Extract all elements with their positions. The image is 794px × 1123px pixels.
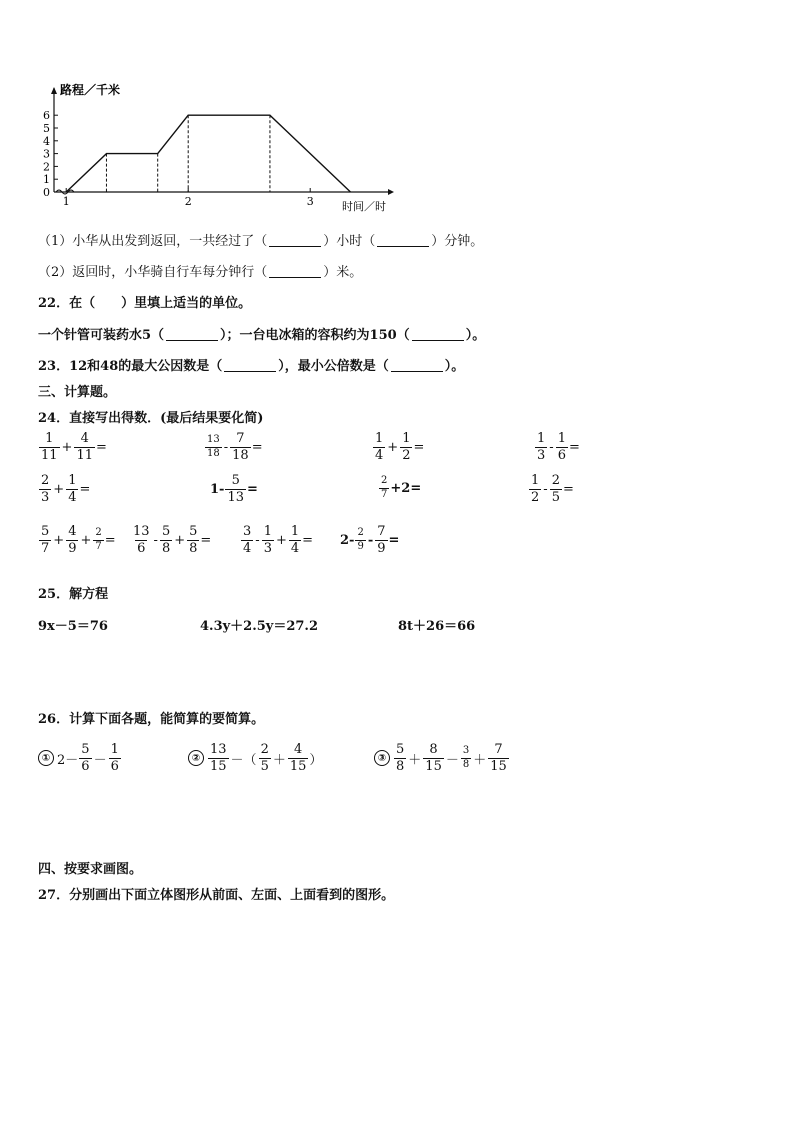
y-tick-label: 1 — [43, 173, 50, 187]
q24-expr-6: 1- $\frac{5}{13}$ = — [210, 473, 258, 505]
q25-equation-a: 9x－5＝76 — [38, 619, 108, 634]
y-tick-label: 2 — [43, 160, 50, 174]
q25-equation-b: 4.3y＋2.5y＝27.2 — [200, 619, 319, 634]
q27-text: 27．分别画出下面立体图形从前面、左面、上面看到的图形。 — [38, 888, 395, 903]
q26-expr-3: ③ $\frac{5}{8}$ ＋ $\frac{8}{15}$ － $\frac{3}{8}$ ＋ $\frac{7}{15}$ — [374, 743, 510, 773]
answer-blank[interactable] — [391, 359, 443, 372]
section-3-heading: 三、计算题。 — [38, 385, 117, 400]
q22-line: 一个针管可装药水5（ ）；一台电冰箱的容积约为150（ ）。 — [38, 328, 486, 343]
answer-blank[interactable] — [224, 359, 276, 372]
circled-number-1: ① — [38, 750, 54, 766]
q24-expr-7: $\frac{2}{7}$ +2= — [381, 475, 422, 500]
answer-blank[interactable] — [412, 328, 464, 341]
q26-expr-1: ① 2－ $\frac{5}{6}$ － $\frac{1}{6}$ — [38, 743, 122, 773]
answer-blank[interactable] — [377, 234, 429, 247]
q22-title: 22．在（ ）里填上适当的单位。 — [38, 296, 252, 311]
answer-blank[interactable] — [269, 265, 321, 278]
q23-line: 23．12和48的最大公因数是（ ），最小公倍数是（ ）。 — [38, 359, 465, 374]
y-tick-label: 6 — [43, 109, 50, 123]
answer-blank[interactable] — [166, 328, 218, 341]
answer-blank[interactable] — [269, 234, 321, 247]
q21-part1: （1）小华从出发到返回，一共经过了（ ）小时（ ）分钟。 — [38, 234, 484, 249]
distance-time-chart — [28, 80, 408, 215]
q24-expr-8: $\frac{1}{2}$ - $\frac{2}{5}$ = — [531, 473, 574, 505]
x-tick-label: 3 — [306, 195, 314, 208]
q24-expr-12: 2- $\frac{2}{9}$ - $\frac{7}{9}$ = — [340, 524, 400, 556]
q24-expr-1: $\frac{1}{11}$ + $\frac{4}{11}$ = — [41, 431, 107, 463]
circled-number-3: ③ — [374, 750, 390, 766]
q26-expr-2: ② $\frac{13}{15}$ －（ $\frac{2}{5}$ ＋ $\frac{4}{15}$ ） — [188, 743, 322, 773]
q21-part2: （2）返回时，小华骑自行车每分钟行（ ）米。 — [38, 265, 363, 280]
q24-expr-10: $\frac{13}{6}$ - $\frac{5}{8}$ + $\frac{5}{8}$ = — [133, 524, 212, 556]
q24-expr-4: $\frac{1}{3}$ - $\frac{1}{6}$ = — [537, 431, 580, 463]
x-axis-label: 时间／时 — [342, 200, 386, 213]
q24-expr-5: $\frac{2}{3}$ + $\frac{1}{4}$ = — [41, 473, 91, 505]
q24-title: 24．直接写出得数．(最后结果要化简) — [38, 411, 264, 426]
y-tick-label: 4 — [43, 134, 50, 148]
q25-equation-c: 8t＋26＝66 — [398, 619, 476, 634]
y-axis-arrow — [51, 87, 57, 94]
x-tick-label: 1 — [62, 195, 70, 208]
q24-expr-3: $\frac{1}{4}$ + $\frac{1}{2}$ = — [375, 431, 425, 463]
y-axis-label: 路程／千米 — [60, 83, 121, 97]
q24-expr-11: $\frac{3}{4}$ - $\frac{1}{3}$ + $\frac{1}{4}$ = — [243, 524, 314, 556]
x-tick-label: 2 — [184, 195, 192, 208]
y-tick-label: 0 — [43, 186, 50, 199]
section-4-heading: 四、按要求画图。 — [38, 862, 143, 877]
y-tick-label: 3 — [43, 147, 50, 161]
distance-series-line — [66, 115, 350, 192]
x-axis-arrow — [388, 189, 394, 195]
q24-expr-9: $\frac{5}{7}$ + $\frac{4}{9}$ + $\frac{2}{7}$ = — [41, 524, 116, 556]
q24-expr-2: $\frac{13}{18}$ - $\frac{7}{18}$ = — [207, 431, 263, 463]
circled-number-2: ② — [188, 750, 204, 766]
q25-title: 25．解方程 — [38, 587, 109, 602]
q26-title: 26．计算下面各题，能简算的要简算。 — [38, 712, 265, 727]
y-tick-label: 5 — [43, 122, 50, 135]
